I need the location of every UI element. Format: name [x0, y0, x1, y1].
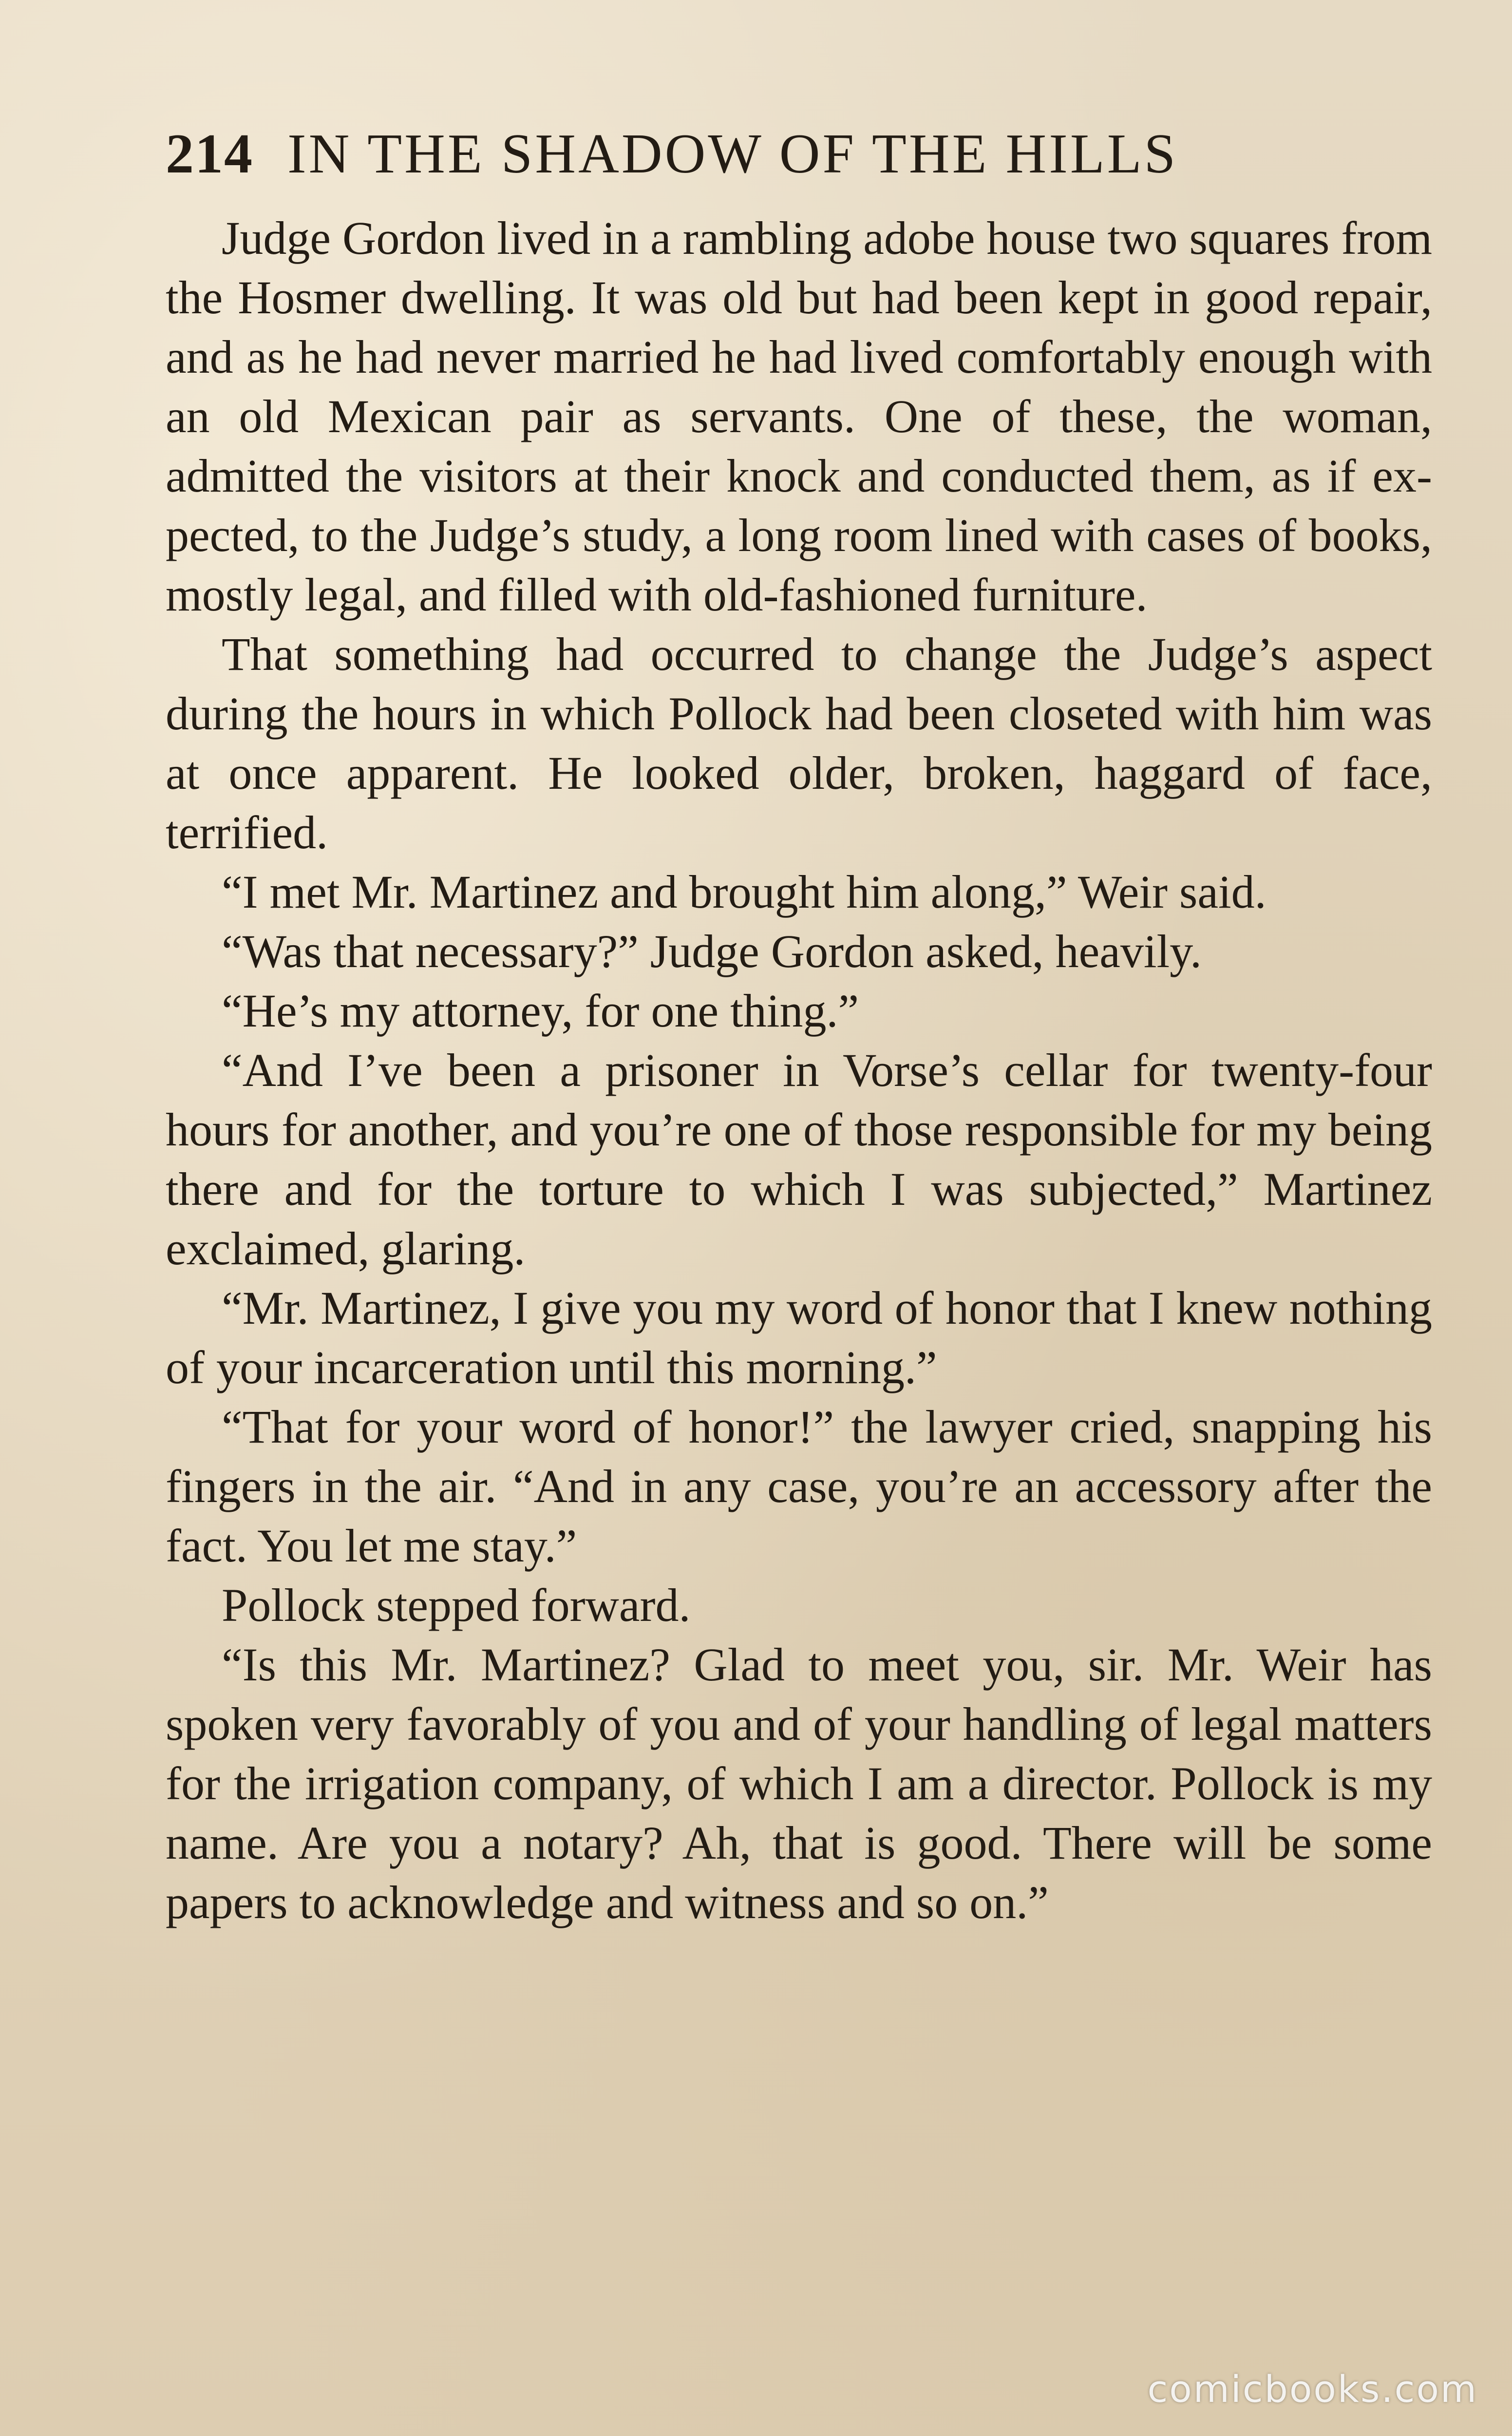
paragraph-word-of-honor: “Mr. Martinez, I give you my word of honor that I knew nothing of your incarceration until this morning.” [166, 1282, 1432, 1393]
paragraph-weir-brought-martinez: “I met Mr. Martinez and brought him along,” Weir said. [222, 866, 1266, 918]
paragraph-prisoner-in-cellar: “And I’ve been a prisoner in Vorse’s cellar for twenty-four hours for another, and you’re one of those responsible for my being there and for the torture to which I was subjected,” Martinez exclaimed, glaring. [166, 1044, 1432, 1275]
paragraph-lawyer-cried: “That for your word of honor!” the lawyer cried, snapping his fingers in the air. “And in any case, you’re an accessory after the fact. You let me stay.” [166, 1401, 1432, 1572]
paragraph-pollock-introduction: “Is this Mr. Martinez? Glad to meet you, sir. Mr. Weir has spoken very favorably of you and of your handling of legal matters for the irrigation company, of which I am a director. Pollock is my name. Are you a notary? Ah, that is good. There will be some papers to acknowledge and witness and so on.” [166, 1638, 1432, 1928]
page-number: 214 [166, 123, 253, 185]
book-page [166, 122, 1432, 2314]
paragraph-pollock-stepped-forward: Pollock stepped forward. [222, 1579, 691, 1631]
paragraph-judge-gordon-house: Judge Gordon lived in a rambling adobe house two squares from the Hosmer dwelling. It was old but had been kept in good repair, and as he had never married he had lived comfortably enough with an old Mexican pair as servants. One of these, the woman, admitted the visitors at their knock and conducted them, as if expected, to the Judge’s study, a long room lined with cases of books, mostly legal, and filled with old-fashioned furniture. [166, 212, 1432, 621]
paragraph-judge-aspect: That something had occurred to change the Judge’s aspect during the hours in which Pollock had been closeted with him was at once apparent. He looked older, broken, haggard of face, terrified. [166, 628, 1432, 858]
paragraph-was-that-necessary: “Was that necessary?” Judge Gordon asked, heavily. [222, 925, 1202, 977]
paragraph-my-attorney: “He’s my attorney, for one thing.” [222, 985, 859, 1037]
watermark: comicbooks.com [1147, 2367, 1478, 2411]
body-text [166, 209, 1432, 1932]
book-title: IN THE SHADOW OF THE HILLS [287, 123, 1178, 185]
running-head [166, 122, 1432, 195]
